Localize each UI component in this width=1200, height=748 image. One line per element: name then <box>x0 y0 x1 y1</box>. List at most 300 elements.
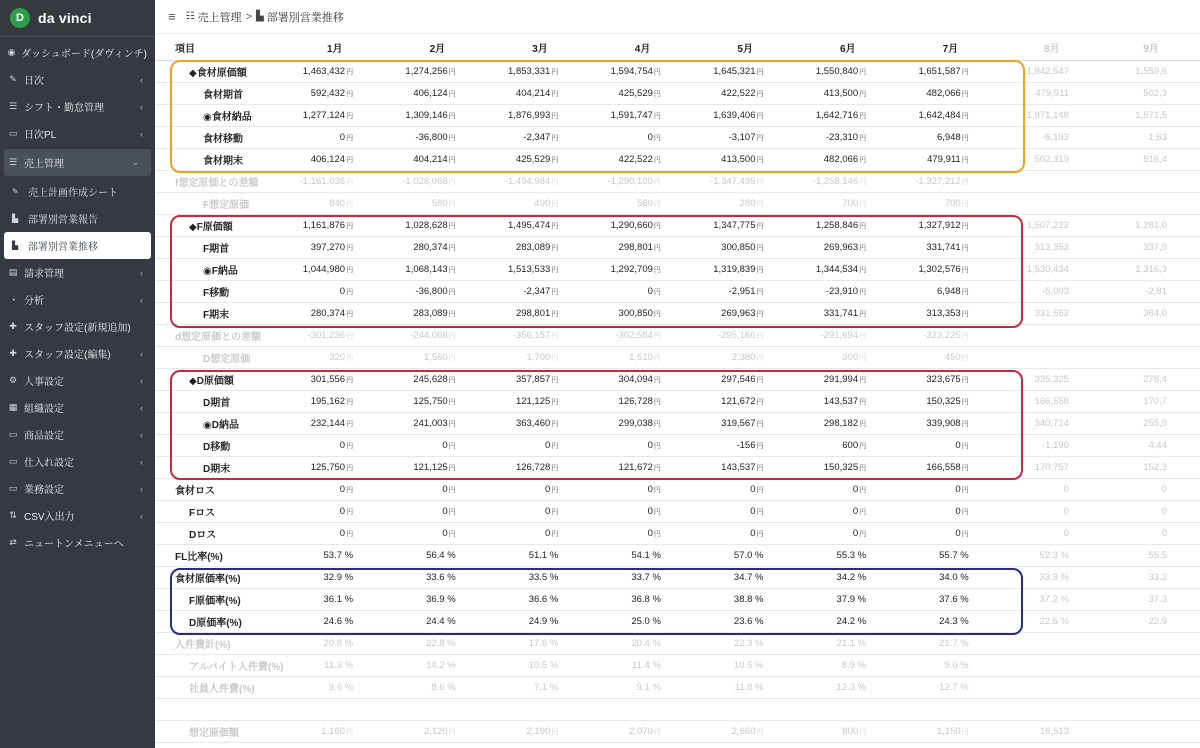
yen-unit: 円 <box>859 200 867 208</box>
yen-unit: 円 <box>346 728 354 736</box>
sidebar-item-label: スタッフ設定(編集) <box>24 350 111 361</box>
cell-value: 52.3 % <box>1039 549 1069 561</box>
yen-unit: 円 <box>448 178 456 186</box>
cell-value: 1,571,5 <box>1135 109 1167 121</box>
table-cell <box>591 412 694 434</box>
table-cell <box>1102 214 1200 236</box>
table-cell <box>1102 104 1200 126</box>
cell-value: 1,513,533 <box>508 263 551 275</box>
table-cell <box>797 522 900 544</box>
cell-value: 150,325 <box>926 395 961 407</box>
cell-value: 1,290,660 <box>610 219 653 231</box>
table-cell <box>1102 368 1200 390</box>
yen-unit: 円 <box>551 354 559 362</box>
row-label: 食材ロス <box>155 478 283 500</box>
cell-value: 0 <box>750 505 756 517</box>
cell-value: 245,628 <box>413 373 448 385</box>
table-cell <box>1002 456 1102 478</box>
yen-unit: 円 <box>653 244 661 252</box>
table-cell <box>694 104 797 126</box>
menu-toggle-icon[interactable]: ≡ <box>168 9 176 24</box>
cell-value: 482,066 <box>823 153 859 165</box>
table-cell <box>694 522 797 544</box>
sidebar-item[interactable] <box>0 39 155 66</box>
cell-value: -302,584 <box>615 329 653 341</box>
cell-value: 1,274,256 <box>405 65 448 77</box>
table-cell <box>283 566 386 588</box>
table-cell <box>694 60 797 82</box>
table-cell <box>797 720 900 742</box>
cell-value: 280 <box>739 197 756 209</box>
cell-value: -1,258,146 <box>812 175 859 187</box>
table-cell <box>386 654 489 676</box>
table-cell <box>899 434 1002 456</box>
cell-value: 298,801 <box>618 241 653 253</box>
cell-value: 1,642,484 <box>918 109 961 121</box>
table-cell <box>283 588 386 610</box>
row-label: 人件費計(%) <box>155 632 283 654</box>
yen-unit: 円 <box>961 90 969 98</box>
cell-value: 0 <box>852 483 859 495</box>
cell-value: 2,120 <box>423 725 448 737</box>
table-cell <box>386 280 489 302</box>
table-cell <box>386 698 489 720</box>
yen-unit: 円 <box>551 530 559 538</box>
table-cell <box>899 698 1002 720</box>
cell-value: 331,741 <box>926 241 961 253</box>
cell-value: -5,003 <box>1042 285 1069 297</box>
yen-unit: 円 <box>346 332 354 340</box>
chevron-icon: ⌄ <box>131 157 139 167</box>
cell-value: 516,4 <box>1143 153 1167 165</box>
table-cell <box>489 544 592 566</box>
sidebar-item[interactable] <box>0 286 155 313</box>
table-cell <box>283 280 386 302</box>
cell-value: 425,529 <box>618 87 653 99</box>
table-cell <box>899 500 1002 522</box>
cell-value: 700 <box>944 197 961 209</box>
cell-value: 0 <box>544 527 551 539</box>
yen-unit: 円 <box>859 156 867 164</box>
table-cell <box>899 566 1002 588</box>
sidebar-item[interactable] <box>0 448 155 475</box>
yen-unit: 円 <box>961 332 969 340</box>
table-cell <box>694 412 797 434</box>
cell-value: 1,651,587 <box>918 65 961 77</box>
cell-value: 278,4 <box>1143 373 1167 385</box>
yen-unit: 円 <box>653 420 661 428</box>
table-cell <box>283 632 386 654</box>
cell-value: 14.2 % <box>426 659 456 671</box>
cell-value: 1,560 <box>423 351 448 363</box>
menu-icon: ▭ <box>8 483 18 493</box>
cell-value: 0 <box>647 439 653 451</box>
table-cell <box>694 698 797 720</box>
yen-unit: 円 <box>961 354 969 362</box>
yen-unit: 円 <box>859 354 867 362</box>
cell-value: 0 <box>647 483 653 495</box>
cell-value: 1,028,628 <box>405 219 448 231</box>
cell-value: 1,068,143 <box>405 263 448 275</box>
sidebar-subitem[interactable] <box>0 178 155 205</box>
cell-value: 37.9 % <box>836 593 867 605</box>
yen-unit: 円 <box>346 112 354 120</box>
row-label: D原価率(%) <box>155 610 283 632</box>
breadcrumb-page: 部署別営業推移 <box>266 11 344 24</box>
table-cell <box>694 676 797 698</box>
table-cell <box>899 280 1002 302</box>
table-cell <box>591 676 694 698</box>
sidebar-item[interactable] <box>0 394 155 421</box>
yen-unit: 円 <box>756 178 764 186</box>
cell-value: 840 <box>329 197 346 209</box>
table-cell <box>694 258 797 280</box>
cell-value: 54.1 % <box>631 549 661 561</box>
table-cell <box>1002 500 1102 522</box>
cell-value: 0 <box>339 285 346 297</box>
row-label: f想定原価との差額 <box>155 170 283 192</box>
yen-unit: 円 <box>551 332 559 340</box>
table-cell <box>591 258 694 280</box>
sidebar-item[interactable] <box>0 529 155 556</box>
table-cell <box>899 522 1002 544</box>
table-cell <box>899 104 1002 126</box>
sidebar-item[interactable] <box>4 149 151 176</box>
table-cell <box>489 368 592 390</box>
yen-unit: 円 <box>961 134 969 142</box>
sidebar-item-label: 日次PL <box>24 130 57 141</box>
table-cell <box>1002 148 1102 170</box>
yen-unit: 円 <box>859 530 867 538</box>
cell-value: 21.7 % <box>939 637 969 649</box>
sidebar-item[interactable] <box>0 120 155 147</box>
yen-unit: 円 <box>653 222 661 230</box>
cell-value: 1,842,547 <box>1026 65 1069 77</box>
yen-unit: 円 <box>653 486 661 494</box>
yen-unit: 円 <box>859 332 867 340</box>
cell-value: 20.8 % <box>323 637 354 649</box>
app-logo[interactable] <box>0 0 155 36</box>
yen-unit: 円 <box>961 486 969 494</box>
sidebar-item[interactable] <box>0 367 155 394</box>
table-cell <box>899 412 1002 434</box>
table-row <box>155 632 1200 654</box>
cell-value: 413,500 <box>823 87 859 99</box>
menu-icon: ☰ <box>8 101 18 111</box>
yen-unit: 円 <box>448 200 456 208</box>
table-cell <box>1102 236 1200 258</box>
row-label: D移動 <box>155 434 283 456</box>
table-cell <box>899 610 1002 632</box>
yen-unit: 円 <box>448 486 456 494</box>
sidebar-subitem[interactable] <box>0 205 155 232</box>
table-cell <box>489 698 592 720</box>
table-cell <box>797 148 900 170</box>
table-cell <box>386 500 489 522</box>
table-row <box>155 478 1200 500</box>
yen-unit: 円 <box>346 420 354 428</box>
yen-unit: 円 <box>448 134 456 142</box>
cell-value: -323,225 <box>923 329 961 341</box>
menu-icon: ☰ <box>8 157 18 167</box>
cell-value: 560 <box>637 197 653 209</box>
cell-value: 397,270 <box>310 241 346 253</box>
chevron-icon: ‹ <box>140 402 143 413</box>
cell-value: 33.7 % <box>631 571 661 583</box>
department-sales-trend-table <box>155 36 1200 743</box>
table-cell <box>899 544 1002 566</box>
cell-value: 22.8 % <box>426 637 456 649</box>
cell-value: 1,302,576 <box>918 263 961 275</box>
table-cell <box>386 566 489 588</box>
cell-value: 1,347,775 <box>713 219 756 231</box>
cell-value: 0 <box>339 131 346 143</box>
table-cell <box>1002 412 1102 434</box>
cell-value: -36,800 <box>415 131 448 143</box>
cell-value: 12.3 % <box>836 681 867 693</box>
yen-unit: 円 <box>551 90 559 98</box>
cell-value: 55.7 % <box>939 549 969 561</box>
sidebar-item[interactable] <box>0 475 155 502</box>
cell-value: 125,750 <box>413 395 448 407</box>
table-cell <box>386 214 489 236</box>
sidebar-item[interactable] <box>0 502 155 529</box>
table-cell <box>283 148 386 170</box>
cell-value: 0 <box>750 527 756 539</box>
yen-unit: 円 <box>653 728 661 736</box>
table-cell <box>899 390 1002 412</box>
table-cell <box>899 720 1002 742</box>
table-cell <box>386 610 489 632</box>
table-cell <box>283 258 386 280</box>
table-cell <box>1002 478 1102 500</box>
table-cell <box>1002 390 1102 412</box>
sidebar-subitem[interactable] <box>4 232 151 259</box>
table-cell <box>1102 324 1200 346</box>
list-icon: ☷ <box>185 11 195 22</box>
table-cell <box>283 390 386 412</box>
table-cell <box>1102 258 1200 280</box>
cell-value: 11.8 % <box>734 681 764 693</box>
table-row <box>155 148 1200 170</box>
table-cell <box>797 126 900 148</box>
table-row <box>155 170 1200 192</box>
cell-value: 9.0 % <box>944 659 969 671</box>
yen-unit: 円 <box>346 90 354 98</box>
cell-value: 126,728 <box>515 461 551 473</box>
cell-value: 166,558 <box>926 461 961 473</box>
table-cell <box>591 192 694 214</box>
table-row <box>155 258 1200 280</box>
cell-value: 1,639,406 <box>713 109 756 121</box>
table-cell <box>591 478 694 500</box>
table-cell <box>1102 698 1200 720</box>
table-cell <box>797 500 900 522</box>
table-row <box>155 368 1200 390</box>
table-cell <box>1002 522 1102 544</box>
menu-icon: ▭ <box>8 128 18 138</box>
table-row <box>155 412 1200 434</box>
table-cell <box>489 500 592 522</box>
table-row <box>155 610 1200 632</box>
cell-value: 2,070 <box>629 725 653 737</box>
sidebar-item[interactable] <box>0 66 155 93</box>
cell-value: -3,107 <box>728 131 756 143</box>
menu-icon: ⇅ <box>9 510 17 520</box>
table-row <box>155 280 1200 302</box>
table-cell <box>1102 654 1200 676</box>
cell-value: 1,161,876 <box>302 219 346 231</box>
yen-unit: 円 <box>653 200 661 208</box>
table-cell <box>386 192 489 214</box>
cell-value: 413,500 <box>721 153 756 165</box>
sidebar-item[interactable] <box>0 340 155 367</box>
cell-value: 1,642,716 <box>815 109 859 121</box>
cell-value: 0 <box>1063 505 1069 517</box>
yen-unit: 円 <box>859 310 867 318</box>
cell-value: 320 <box>329 351 346 363</box>
cell-value: 313,353 <box>926 307 961 319</box>
table-cell <box>591 148 694 170</box>
table-cell <box>386 412 489 434</box>
cell-value: 57.0 % <box>733 549 764 561</box>
table-cell <box>899 192 1002 214</box>
cell-value: 1,591,747 <box>610 109 653 121</box>
cell-value: 560 <box>431 197 448 209</box>
yen-unit: 円 <box>859 178 867 186</box>
sidebar-subitem-label: 売上計画作成シート <box>28 188 118 199</box>
yen-unit: 円 <box>756 486 764 494</box>
table-cell <box>899 258 1002 280</box>
table-cell <box>797 60 900 82</box>
table-row <box>155 60 1200 82</box>
yen-unit: 円 <box>448 332 456 340</box>
table-cell <box>797 632 900 654</box>
table-cell <box>489 104 592 126</box>
table-cell <box>283 192 386 214</box>
breadcrumb-section[interactable]: 売上管理 <box>197 11 242 24</box>
cell-value: 10.5 % <box>733 659 764 671</box>
table-cell <box>1102 192 1200 214</box>
table-cell <box>899 148 1002 170</box>
cell-value: 0 <box>339 505 346 517</box>
cell-value: 291,994 <box>823 373 859 385</box>
chevron-icon: ‹ <box>140 348 143 359</box>
table-row <box>155 302 1200 324</box>
table-row <box>155 390 1200 412</box>
yen-unit: 円 <box>551 464 559 472</box>
row-label: D想定原価 <box>155 346 283 368</box>
cell-value: 126,728 <box>618 395 653 407</box>
yen-unit: 円 <box>756 332 764 340</box>
chevron-icon: ‹ <box>140 101 143 112</box>
yen-unit: 円 <box>448 156 456 164</box>
yen-unit: 円 <box>859 222 867 230</box>
row-label: F移動 <box>155 280 283 302</box>
table-cell <box>283 60 386 82</box>
cell-value: 2,190 <box>526 725 551 737</box>
sidebar-item[interactable] <box>0 313 155 340</box>
yen-unit: 円 <box>448 244 456 252</box>
cell-value: 8.9 % <box>841 659 867 671</box>
table-cell <box>1102 588 1200 610</box>
chevron-icon: ‹ <box>140 267 143 278</box>
cell-value: -2,347 <box>523 131 551 143</box>
logo-text: da vinci <box>38 10 92 26</box>
cell-value: 121,672 <box>618 461 653 473</box>
row-label: D期末 <box>155 456 283 478</box>
chart-icon: ▙ <box>256 11 264 22</box>
top-bar <box>155 0 1200 34</box>
cell-value: 241,003 <box>413 417 448 429</box>
table-cell <box>694 390 797 412</box>
table-cell <box>283 434 386 456</box>
table-cell <box>899 170 1002 192</box>
table-cell <box>1102 126 1200 148</box>
yen-unit: 円 <box>961 464 969 472</box>
yen-unit: 円 <box>551 134 559 142</box>
table-cell <box>489 478 592 500</box>
cell-value: -1,327,212 <box>915 175 961 187</box>
yen-unit: 円 <box>961 68 969 76</box>
table-cell <box>386 478 489 500</box>
table-cell <box>386 148 489 170</box>
table-cell <box>797 214 900 236</box>
cell-value: 1,594,754 <box>610 65 653 77</box>
sidebar-item[interactable] <box>0 421 155 448</box>
cell-value: 255,9 <box>1143 417 1167 429</box>
cell-value: 1,327,912 <box>918 219 961 231</box>
sidebar-item-label: 組織設定 <box>24 404 64 415</box>
table-cell <box>797 412 900 434</box>
yen-unit: 円 <box>551 68 559 76</box>
table-cell <box>1002 698 1102 720</box>
table-cell <box>899 214 1002 236</box>
table-cell <box>1002 346 1102 368</box>
menu-icon: ▦ <box>8 402 18 412</box>
yen-unit: 円 <box>961 376 969 384</box>
cell-value: 1,530,434 <box>1026 263 1069 275</box>
sidebar-item[interactable] <box>0 259 155 286</box>
yen-unit: 円 <box>961 508 969 516</box>
cell-value: 1,853,331 <box>508 65 551 77</box>
row-label: ◉食材納品 <box>155 104 283 126</box>
cell-value: 37.2 % <box>1039 593 1069 605</box>
cell-value: 592,432 <box>310 87 346 99</box>
yen-unit: 円 <box>653 266 661 274</box>
cell-value: -36,800 <box>415 285 448 297</box>
sidebar-item-label: 仕入れ設定 <box>24 458 74 469</box>
cell-value: 0 <box>544 483 551 495</box>
table-cell <box>1002 654 1102 676</box>
chevron-icon: ‹ <box>140 456 143 467</box>
table-cell <box>283 456 386 478</box>
sidebar-item[interactable] <box>0 93 155 120</box>
yen-unit: 円 <box>756 244 764 252</box>
yen-unit: 円 <box>859 442 867 450</box>
cell-value: 0 <box>955 483 961 495</box>
yen-unit: 円 <box>859 398 867 406</box>
cell-value: 1,559,6 <box>1135 65 1167 77</box>
table-cell <box>489 566 592 588</box>
table-cell <box>797 676 900 698</box>
chevron-icon: ‹ <box>140 294 143 305</box>
table-cell <box>1002 104 1102 126</box>
row-label: F期首 <box>155 236 283 258</box>
cell-value: 22.9 <box>1148 615 1167 627</box>
cell-value: 36.6 % <box>528 593 559 605</box>
table-cell <box>386 126 489 148</box>
